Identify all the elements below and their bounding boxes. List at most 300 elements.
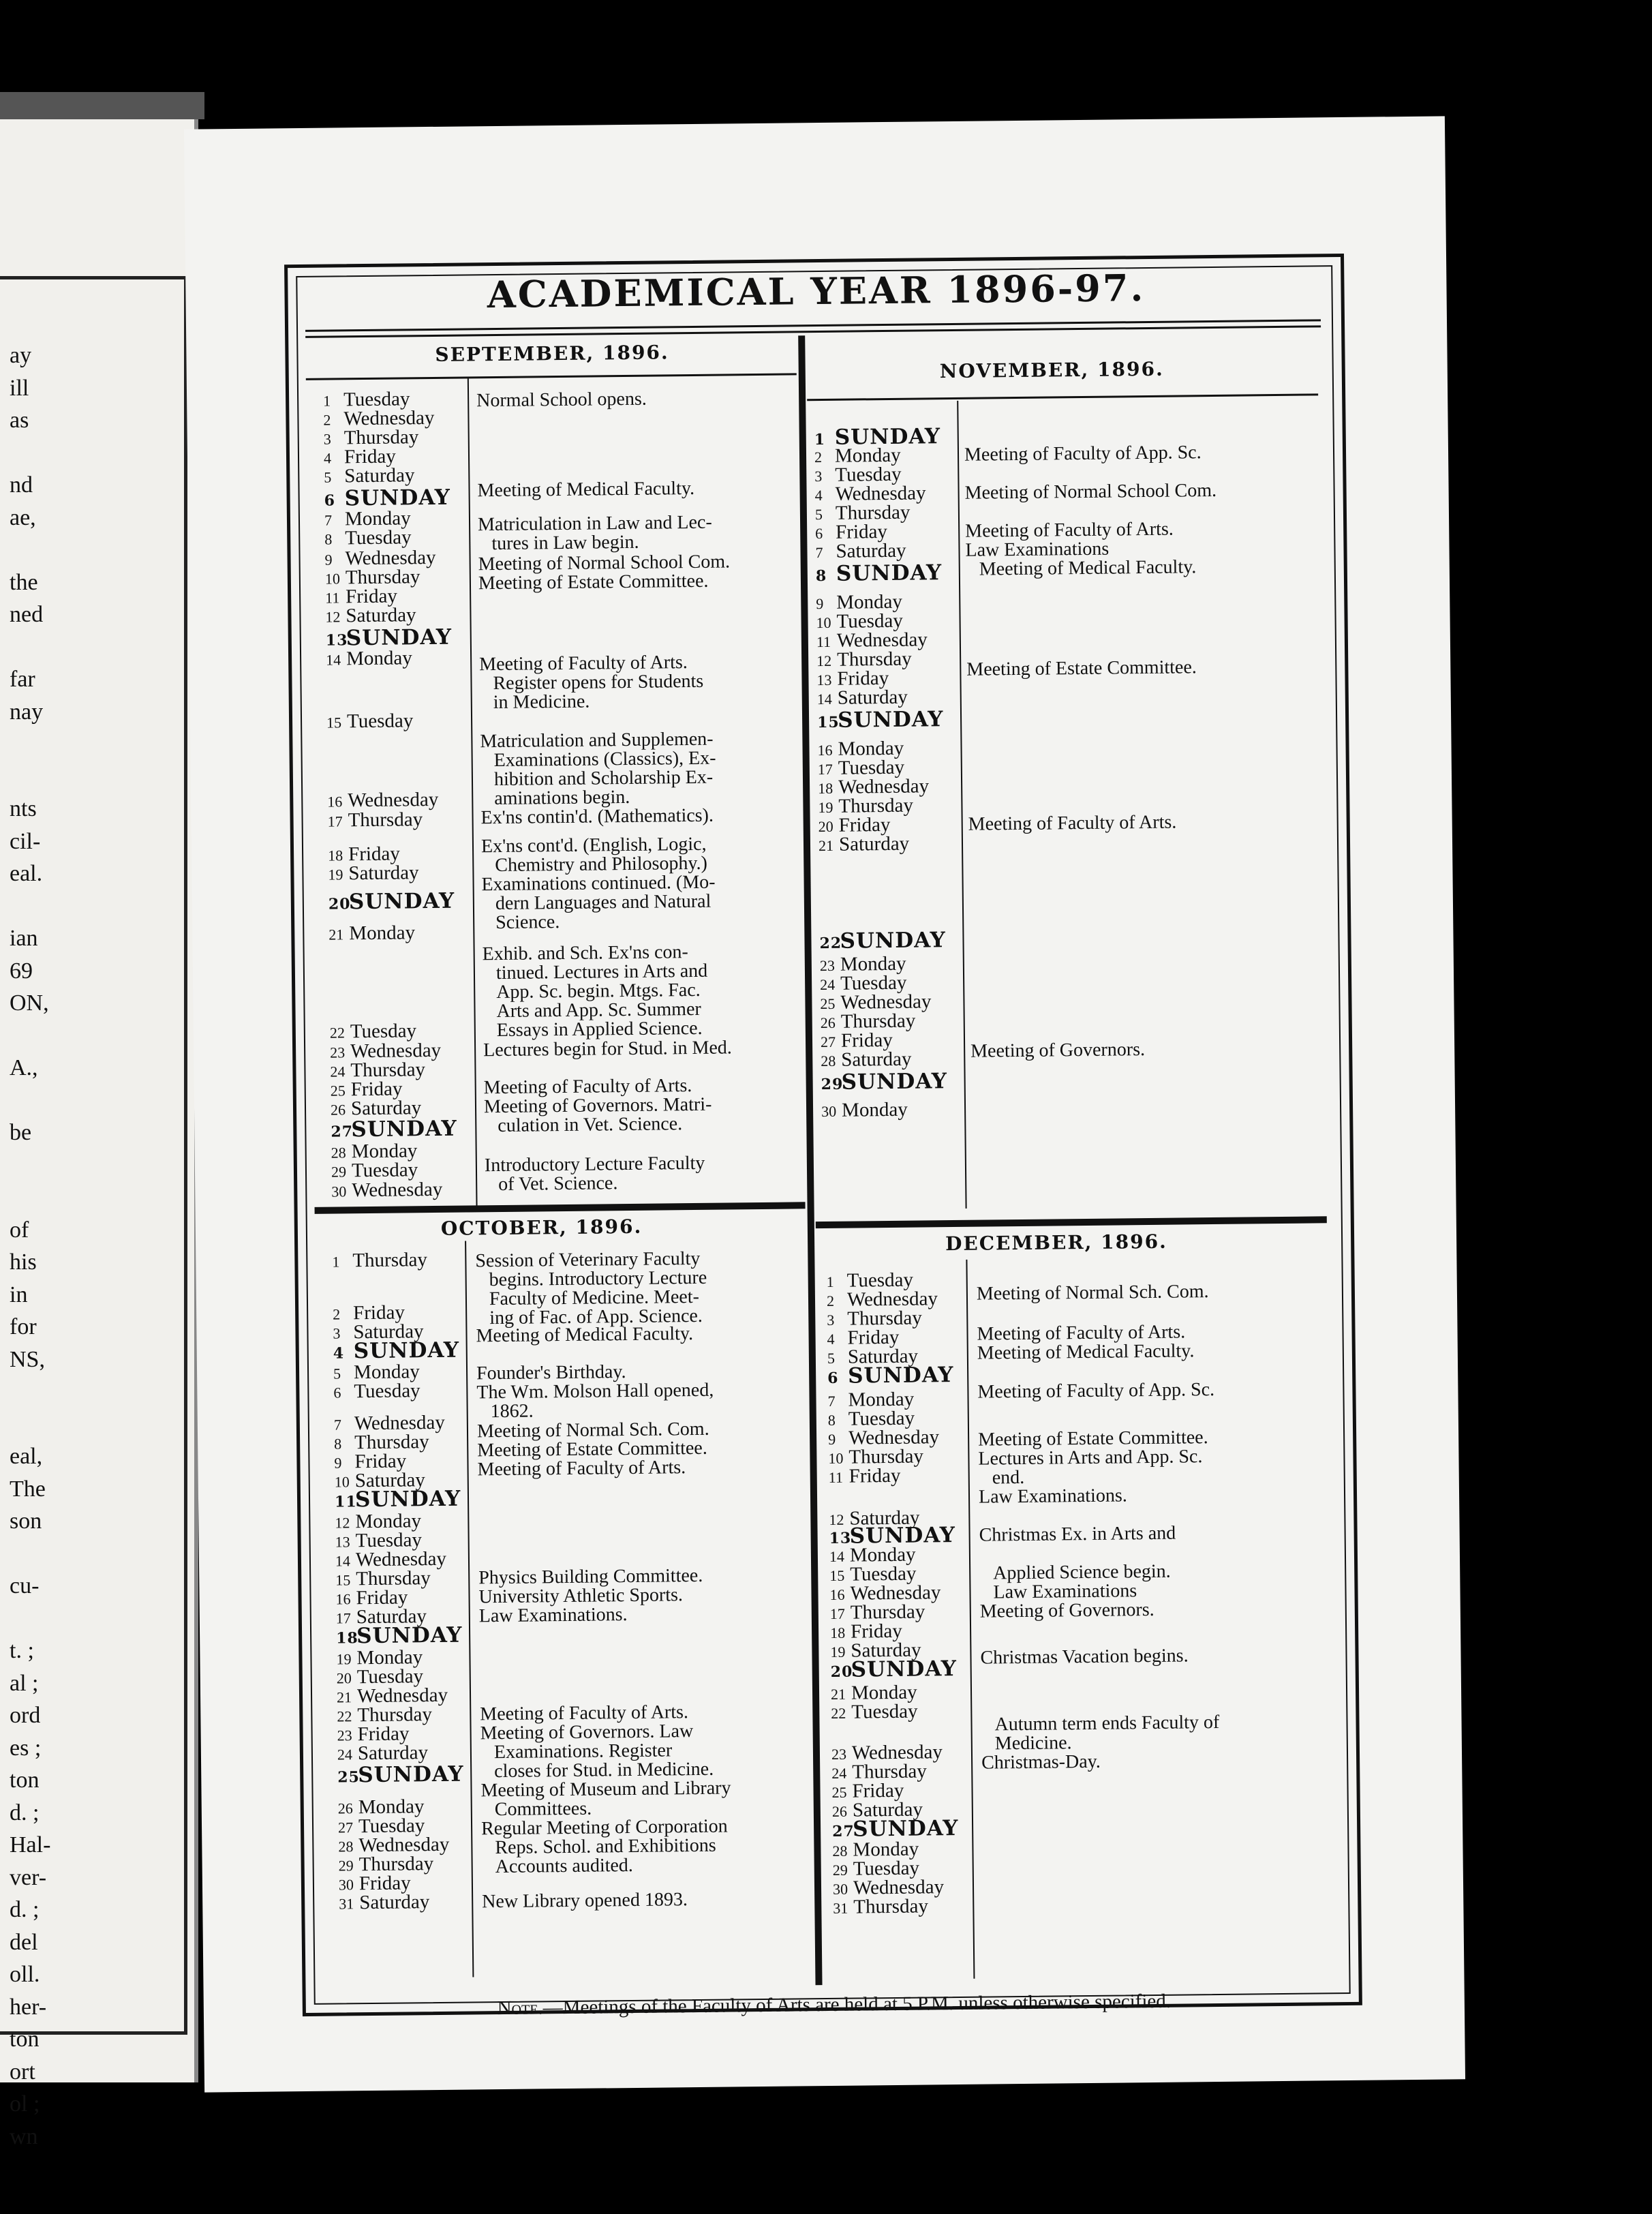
day-name: Wednesday xyxy=(358,1833,450,1857)
day-name: Saturday xyxy=(350,1097,422,1120)
december-event-line: Christmas Vacation begins. xyxy=(980,1645,1189,1669)
day-name: SUNDAY xyxy=(841,1069,948,1095)
september-event-line: Introductory Lecture Faculty xyxy=(484,1152,705,1177)
day-name: Thursday xyxy=(350,1059,426,1082)
day-name: Wednesday xyxy=(850,1581,941,1605)
left-page-line: her- xyxy=(10,1994,47,2020)
left-page-line: d. ; xyxy=(10,1897,40,1922)
day-number: 7 xyxy=(815,543,823,562)
left-page-line: del xyxy=(10,1929,38,1955)
left-page-line: in xyxy=(10,1282,28,1307)
november-day-8 xyxy=(815,560,943,586)
day-name: Tuesday xyxy=(356,1665,424,1688)
day-number: 2 xyxy=(333,1305,341,1323)
day-name: Friday xyxy=(847,1326,900,1349)
day-name: Thursday xyxy=(357,1703,433,1727)
day-number: 25 xyxy=(337,1768,361,1787)
september-event-line: Arts and App. Sc. Summer xyxy=(496,998,701,1022)
month-header-november: NOVEMBER, 1896. xyxy=(939,357,1164,383)
day-number: 17 xyxy=(829,1605,845,1622)
day-number: 30 xyxy=(331,1183,347,1200)
day-name: SUNDAY xyxy=(849,1523,956,1549)
day-name: Saturday xyxy=(849,1506,920,1530)
day-number: 12 xyxy=(816,652,832,670)
day-number: 25 xyxy=(330,1082,346,1100)
september-event-line: Meeting of Faculty of Arts. xyxy=(479,652,688,676)
day-name: Tuesday xyxy=(358,1815,425,1838)
day-name: Monday xyxy=(353,1361,420,1384)
day-number: 7 xyxy=(827,1392,836,1410)
day-number: 10 xyxy=(324,570,341,588)
day-name: SUNDAY xyxy=(351,1116,457,1142)
day-name: Thursday xyxy=(343,426,419,449)
day-number: 15 xyxy=(829,1566,845,1584)
september-event-line: Meeting of Normal School Com. xyxy=(478,551,731,575)
day-number: 18 xyxy=(818,779,833,798)
day-name: Friday xyxy=(357,1723,410,1746)
left-page-line: nd xyxy=(10,472,33,498)
day-number: 28 xyxy=(338,1838,354,1855)
day-number: 1 xyxy=(332,1253,340,1271)
day-number: 6 xyxy=(333,1384,341,1401)
november-event-line: Meeting of Normal School Com. xyxy=(964,479,1217,504)
day-number: 21 xyxy=(818,836,834,855)
day-number: 17 xyxy=(817,760,833,778)
day-number: 27 xyxy=(832,1822,855,1840)
left-page-line: es ; xyxy=(10,1735,42,1761)
day-name: Monday xyxy=(848,1388,915,1411)
day-number: 1 xyxy=(814,430,826,449)
september-day-8 xyxy=(324,528,412,549)
day-name: Saturday xyxy=(344,464,415,487)
november-event-line: Meeting of Medical Faculty. xyxy=(979,556,1197,580)
day-name: Friday xyxy=(345,585,398,608)
left-page-line: NS, xyxy=(10,1346,45,1372)
november-day-28 xyxy=(821,1050,911,1071)
day-number: 29 xyxy=(331,1163,347,1181)
day-number: 6 xyxy=(815,524,823,543)
day-name: SUNDAY xyxy=(344,485,451,511)
november-day-7 xyxy=(815,541,906,562)
december-event-line: Meeting of Faculty of Arts. xyxy=(977,1321,1186,1345)
october-event-line: Examinations. Register xyxy=(493,1740,673,1763)
left-page-line: far xyxy=(10,667,35,692)
september-day-27 xyxy=(331,1116,457,1142)
december-day-6 xyxy=(827,1365,954,1389)
day-name: SUNDAY xyxy=(354,1486,461,1513)
day-number: 24 xyxy=(337,1746,353,1763)
december-event-line: Autumn term ends Faculty of xyxy=(994,1711,1220,1735)
day-number: 19 xyxy=(336,1650,352,1668)
left-page-line: al ; xyxy=(10,1670,39,1696)
day-number: 10 xyxy=(828,1449,844,1467)
day-number: 26 xyxy=(330,1101,346,1119)
day-name: Tuesday xyxy=(838,756,905,779)
day-name: SUNDAY xyxy=(353,1337,460,1364)
october-event-line: closes for Stud. in Medicine. xyxy=(494,1758,714,1783)
day-number: 5 xyxy=(333,1365,341,1382)
day-number: 18 xyxy=(336,1629,358,1648)
day-name: SUNDAY xyxy=(852,1816,959,1842)
day-number: 28 xyxy=(821,1052,836,1070)
day-number: 2 xyxy=(814,448,823,466)
left-page-line: ol ; xyxy=(10,2091,40,2117)
november-event-line: Meeting of Faculty of Arts. xyxy=(968,811,1177,835)
left-page-line: oll. xyxy=(10,1962,40,1987)
left-page-line: ill xyxy=(10,375,29,401)
day-number: 14 xyxy=(335,1552,351,1570)
september-event-line: Meeting of Estate Committee. xyxy=(478,570,709,594)
day-number: 9 xyxy=(816,594,824,613)
november-day-14 xyxy=(817,688,908,709)
day-number: 11 xyxy=(828,1468,844,1486)
footnote-lead: Note. xyxy=(497,1997,543,2020)
december-event-line: Meeting of Governors. xyxy=(979,1598,1154,1622)
day-name: SUNDAY xyxy=(358,1761,464,1788)
october-day-25 xyxy=(337,1761,464,1788)
day-number: 12 xyxy=(335,1514,350,1532)
day-name: Saturday xyxy=(348,862,419,885)
december-event-line: end. xyxy=(992,1466,1025,1489)
day-name: Wednesday xyxy=(343,406,435,430)
day-number: 23 xyxy=(330,1044,346,1061)
september-event-line: Lectures begin for Stud. in Med. xyxy=(483,1037,732,1061)
month-header-september: SEPTEMBER, 1896. xyxy=(435,341,669,366)
day-name: Wednesday xyxy=(838,775,930,798)
day-number: 10 xyxy=(816,613,831,632)
page-title: ACADEMICAL YEAR 1896-97. xyxy=(487,266,1146,317)
day-number: 18 xyxy=(829,1624,846,1641)
day-name: SUNDAY xyxy=(348,888,455,915)
day-name: Friday xyxy=(350,1078,403,1101)
september-day-30 xyxy=(331,1180,442,1202)
september-day-14 xyxy=(326,648,412,669)
day-name: Saturday xyxy=(852,1798,923,1821)
october-day-4 xyxy=(333,1337,460,1364)
day-number: 25 xyxy=(831,1783,847,1801)
day-number: 3 xyxy=(323,430,331,448)
footnote-text: —Meetings of the Faculty of Arts are held at 5 P.M. unless otherwise specified. xyxy=(542,1990,1172,2019)
september-event-line: Ex'ns contin'd. (Mathematics). xyxy=(480,804,714,829)
december-event-line: Christmas Ex. in Arts and xyxy=(979,1522,1176,1546)
day-number: 24 xyxy=(831,1764,847,1782)
september-day-12 xyxy=(325,605,416,626)
day-name: Monday xyxy=(841,1098,908,1121)
november-event-line: Law Examinations xyxy=(965,538,1110,561)
day-name: Thursday xyxy=(345,566,420,589)
day-name: SUNDAY xyxy=(836,560,943,586)
october-event-line: Accounts audited. xyxy=(495,1855,634,1878)
day-number: 8 xyxy=(334,1435,342,1453)
day-name: Monday xyxy=(836,590,903,613)
binding-edge xyxy=(0,92,204,119)
day-number: 13 xyxy=(816,671,832,689)
day-name: Monday xyxy=(351,1140,418,1163)
day-number: 23 xyxy=(831,1745,847,1763)
day-number: 24 xyxy=(820,975,836,994)
november-day-29 xyxy=(821,1069,948,1095)
december-event-line: Christmas-Day. xyxy=(981,1750,1101,1774)
december-day-11 xyxy=(829,1466,901,1487)
september-event-line: Meeting of Faculty of Arts. xyxy=(483,1075,692,1099)
day-name: Wednesday xyxy=(840,990,932,1014)
october-day-1 xyxy=(332,1250,427,1271)
day-name: Thursday xyxy=(356,1567,431,1590)
day-number: 19 xyxy=(830,1643,846,1660)
day-number: 26 xyxy=(831,1802,847,1820)
day-name: Wednesday xyxy=(352,1178,443,1202)
day-number: 5 xyxy=(827,1349,836,1367)
day-number: 3 xyxy=(827,1311,835,1329)
day-number: 6 xyxy=(324,491,336,510)
day-number: 21 xyxy=(830,1685,846,1703)
day-name: Wednesday xyxy=(836,628,928,652)
november-day-15 xyxy=(817,707,944,733)
day-number: 12 xyxy=(325,608,341,626)
december-event-line: Applied Science begin. xyxy=(993,1560,1171,1584)
september-day-15 xyxy=(326,711,414,732)
september-event-line: tures in Law begin. xyxy=(491,531,639,555)
october-event-line: Meeting of Normal Sch. Com. xyxy=(476,1418,709,1442)
left-page-line: ian xyxy=(10,926,38,951)
day-name: Friday xyxy=(836,520,888,543)
day-name: Monday xyxy=(344,507,411,530)
day-name: Tuesday xyxy=(355,1529,423,1552)
day-number: 17 xyxy=(327,813,343,830)
september-event-line: App. Sc. begin. Mtgs. Fac. xyxy=(496,979,701,1003)
day-number: 5 xyxy=(814,505,823,524)
day-name: Saturday xyxy=(357,1742,429,1765)
october-event-line: Faculty of Medicine. Meet- xyxy=(489,1286,700,1310)
day-name: Wednesday xyxy=(848,1426,940,1449)
day-number: 28 xyxy=(331,1144,346,1162)
day-name: Wednesday xyxy=(851,1741,943,1764)
day-number: 2 xyxy=(323,411,331,429)
october-event-line: Meeting of Governors. Law xyxy=(480,1720,694,1744)
left-page-line: cil- xyxy=(10,828,41,854)
left-page-line: cu- xyxy=(10,1573,40,1598)
october-event-line: Meeting of Museum and Library xyxy=(480,1777,731,1802)
september-event-line: Matriculation and Supplemen- xyxy=(480,728,714,753)
left-page-line: ay xyxy=(10,343,32,368)
day-name: Monday xyxy=(840,952,906,975)
day-number: 22 xyxy=(337,1708,352,1725)
day-name: Monday xyxy=(355,1510,422,1533)
day-number: 30 xyxy=(832,1880,848,1898)
day-name: Thursday xyxy=(354,1431,429,1454)
day-name: Tuesday xyxy=(836,609,903,633)
day-number: 24 xyxy=(330,1063,346,1080)
day-name: Tuesday xyxy=(343,388,410,411)
day-number: 28 xyxy=(832,1842,848,1860)
day-number: 2 xyxy=(826,1292,835,1309)
day-name: Friday xyxy=(343,445,396,468)
day-name: Friday xyxy=(838,813,891,836)
day-number: 13 xyxy=(829,1529,852,1547)
september-event-line: Meeting of Medical Faculty. xyxy=(477,477,695,502)
day-name: Friday xyxy=(837,667,889,690)
day-name: SUNDAY xyxy=(834,424,941,450)
day-number: 14 xyxy=(816,690,832,708)
september-day-21 xyxy=(328,923,415,944)
day-number: 1 xyxy=(323,392,331,410)
september-event-line: of Vet. Science. xyxy=(498,1172,618,1196)
november-day-30 xyxy=(821,1100,908,1121)
october-day-6 xyxy=(333,1381,420,1402)
day-name: Thursday xyxy=(847,1307,922,1330)
day-number: 27 xyxy=(337,1819,354,1836)
december-event-line: Law Examinations xyxy=(993,1580,1137,1603)
left-page-line: ton xyxy=(10,2027,40,2052)
left-page-line: for xyxy=(10,1314,37,1339)
left-page-line: as xyxy=(10,408,29,433)
day-name: Monday xyxy=(349,922,416,945)
day-number: 11 xyxy=(334,1493,357,1511)
day-name: Tuesday xyxy=(346,710,414,733)
day-name: SUNDAY xyxy=(356,1622,463,1649)
day-number: 9 xyxy=(334,1454,342,1472)
left-page-line: eal, xyxy=(10,1444,43,1469)
day-name: Friday xyxy=(353,1301,406,1324)
october-event-line: 1862. xyxy=(490,1400,534,1423)
day-name: Saturday xyxy=(838,832,910,855)
day-number: 4 xyxy=(333,1344,345,1363)
december-event-line: Meeting of Medical Faculty. xyxy=(977,1340,1195,1364)
left-page-line: d. ; xyxy=(10,1800,40,1825)
day-number: 4 xyxy=(814,486,823,504)
day-number: 5 xyxy=(324,468,332,486)
september-event-line: Exhib. and Sch. Ex'ns con- xyxy=(482,941,688,965)
october-event-line: Law Examinations. xyxy=(478,1604,628,1627)
day-number: 17 xyxy=(335,1609,351,1627)
left-page-line: the xyxy=(10,569,38,595)
calendar-page xyxy=(184,116,1465,2092)
day-number: 16 xyxy=(327,793,343,810)
september-event-line: Meeting of Governors. Matri- xyxy=(483,1093,712,1118)
october-event-line: Regular Meeting of Corporation xyxy=(480,1815,728,1840)
left-page-line: nay xyxy=(10,699,44,725)
day-number: 3 xyxy=(814,467,823,485)
left-page-line: ton xyxy=(10,1768,40,1793)
left-page-line: his xyxy=(10,1249,37,1275)
day-name: Wednesday xyxy=(835,482,926,505)
day-number: 27 xyxy=(331,1123,354,1141)
october-event-line: Session of Veterinary Faculty xyxy=(475,1247,701,1272)
day-name: SUNDAY xyxy=(847,1363,954,1389)
october-event-line: Meeting of Faculty of Arts. xyxy=(477,1457,686,1481)
october-event-line: Meeting of Estate Committee. xyxy=(477,1437,707,1461)
october-day-18 xyxy=(336,1622,463,1649)
december-day-31 xyxy=(833,1896,928,1917)
december-event-line: Law Examinations. xyxy=(978,1485,1127,1508)
day-name: Tuesday xyxy=(345,526,412,549)
november-event-line: Meeting of Estate Committee. xyxy=(966,656,1197,680)
day-name: Thursday xyxy=(837,648,912,671)
day-name: Wednesday xyxy=(356,1684,448,1708)
december-event-line: Medicine. xyxy=(994,1732,1072,1755)
september-day-17 xyxy=(327,810,423,831)
left-page-line: son xyxy=(10,1508,42,1534)
left-facing-page xyxy=(0,119,198,2149)
day-name: Monday xyxy=(834,444,901,467)
october-event-line: Meeting of Medical Faculty. xyxy=(476,1323,694,1347)
day-name: Tuesday xyxy=(848,1407,915,1430)
day-name: Tuesday xyxy=(851,1700,918,1723)
september-event-line: Science. xyxy=(495,911,560,934)
day-name: Wednesday xyxy=(853,1876,945,1899)
day-name: Friday xyxy=(358,1872,411,1895)
left-page-line: nts xyxy=(10,796,37,821)
day-number: 21 xyxy=(328,926,344,943)
day-number: 16 xyxy=(817,741,833,759)
day-name: Saturday xyxy=(851,1639,921,1662)
october-event-line: begins. Introductory Lecture xyxy=(489,1267,707,1291)
day-name: Friday xyxy=(840,1029,893,1052)
day-number: 31 xyxy=(833,1899,848,1917)
september-event-line: Register opens for Students xyxy=(493,670,704,695)
day-number: 7 xyxy=(333,1416,342,1434)
day-number: 11 xyxy=(816,633,831,651)
day-number: 30 xyxy=(821,1102,837,1121)
day-name: Monday xyxy=(851,1681,917,1704)
day-name: Tuesday xyxy=(840,971,907,995)
left-page-line: be xyxy=(10,1120,32,1145)
day-name: Saturday xyxy=(356,1605,427,1628)
day-name: Friday xyxy=(850,1620,902,1643)
day-number: 10 xyxy=(334,1473,350,1491)
day-number: 30 xyxy=(338,1876,354,1894)
day-name: Monday xyxy=(346,647,412,670)
september-event-line: Matriculation in Law and Lec- xyxy=(477,511,712,536)
day-name: Wednesday xyxy=(348,788,439,812)
day-number: 20 xyxy=(818,817,833,836)
day-number: 29 xyxy=(821,1075,844,1094)
left-page-line: ned xyxy=(10,602,44,627)
day-name: Thursday xyxy=(838,794,914,817)
september-event-line: hibition and Scholarship Ex- xyxy=(493,766,714,791)
day-number: 19 xyxy=(818,798,833,817)
september-day-5 xyxy=(324,466,414,487)
december-day-20 xyxy=(830,1656,958,1682)
december-day-22 xyxy=(831,1702,918,1723)
left-page-line: ver- xyxy=(10,1864,47,1890)
day-name: SUNDAY xyxy=(851,1656,958,1682)
day-name: Tuesday xyxy=(354,1380,420,1403)
november-day-22 xyxy=(819,930,946,954)
day-number: 22 xyxy=(831,1704,846,1722)
day-number: 20 xyxy=(830,1663,853,1681)
day-name: Thursday xyxy=(348,808,423,832)
day-number: 29 xyxy=(832,1861,848,1879)
october-day-11 xyxy=(334,1486,461,1513)
october-event-line: ing of Fac. of App. Science. xyxy=(489,1305,703,1329)
september-event-line: Ex'ns cont'd. (English, Logic, xyxy=(480,833,707,858)
day-number: 7 xyxy=(324,511,333,529)
day-name: Thursday xyxy=(853,1895,929,1918)
day-number: 19 xyxy=(328,866,343,883)
december-event-line: Lectures in Arts and App. Sc. xyxy=(978,1446,1203,1470)
day-name: Tuesday xyxy=(846,1269,914,1292)
november-event-line: Meeting of Faculty of App. Sc. xyxy=(964,442,1202,466)
day-name: Friday xyxy=(848,1464,901,1487)
october-day-31 xyxy=(339,1892,429,1913)
day-name: Saturday xyxy=(354,1469,426,1492)
october-event-line: Reps. Schol. and Exhibitions xyxy=(495,1834,716,1859)
october-event-line: Physics Building Committee. xyxy=(478,1564,703,1589)
day-number: 4 xyxy=(827,1330,835,1348)
day-number: 1 xyxy=(826,1273,834,1290)
day-number: 20 xyxy=(336,1669,352,1687)
